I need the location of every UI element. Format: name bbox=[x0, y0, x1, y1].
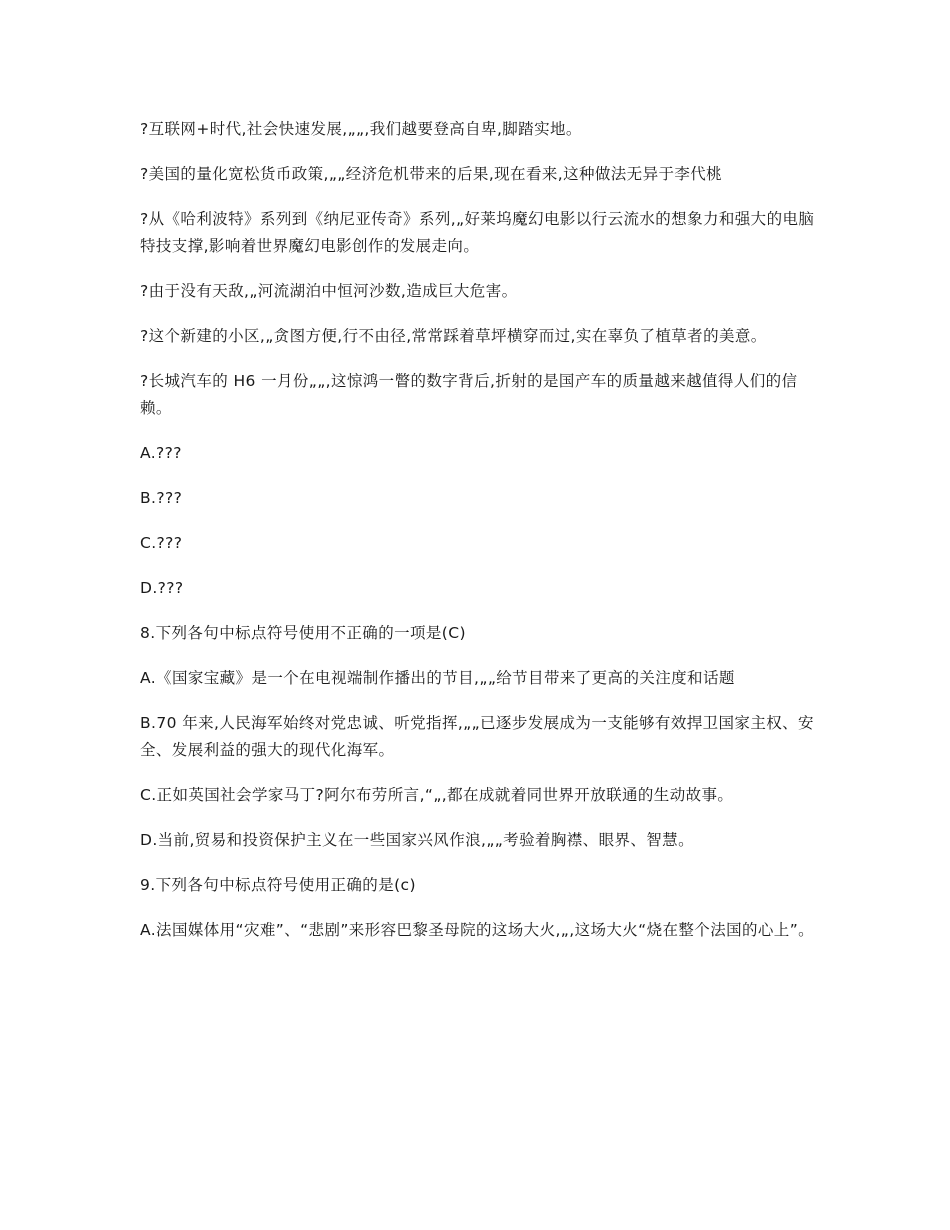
question-9-stem: 9.下列各句中标点符号使用正确的是(c) bbox=[140, 876, 416, 894]
sentence-item-2: ?美国的量化宽松货币政策,„„经济危机带来的后果,现在看来,这种做法无异于李代桃 bbox=[140, 165, 723, 183]
question-8-option-d: D.当前,贸易和投资保护主义在一些国家兴风作浪,„„考验着胸襟、眼界、智慧。 bbox=[140, 831, 694, 849]
sentence-item-3: ?从《哈利波特》系列到《纳尼亚传奇》系列,„好莱坞魔幻电影以行云流水的想象力和强大的电脑特技支撑,影响着世界魔幻电影创作的发展走向。 bbox=[140, 210, 815, 255]
option-b: B.??? bbox=[140, 489, 183, 507]
document-body bbox=[140, 116, 816, 962]
sentence-item-4: ?由于没有天敌,„河流湖泊中恒河沙数,造成巨大危害。 bbox=[140, 282, 518, 300]
question-8-stem: 8.下列各句中标点符号使用不正确的一项是(C) bbox=[140, 624, 466, 642]
question-9-option-a: A.法国媒体用“灾难”、“悲剧”来形容巴黎圣母院的这场大火,„,这场大火“烧在整个法国的心上”。 bbox=[140, 921, 815, 939]
option-c: C.??? bbox=[140, 534, 183, 552]
sentence-item-6: ?长城汽车的 H6 一月份„„,这惊鸿一瞥的数字背后,折射的是国产车的质量越来越值得人们的信赖。 bbox=[140, 372, 798, 417]
sentence-item-5: ?这个新建的小区,„贪图方便,行不由径,常常踩着草坪横穿而过,实在辜负了植草者的美意。 bbox=[140, 327, 767, 345]
option-d: D.??? bbox=[140, 579, 184, 597]
question-8-option-a: A.《国家宝藏》是一个在电视端制作播出的节目,„„给节目带来了更高的关注度和话题 bbox=[140, 669, 735, 687]
question-8-option-c: C.正如英国社会学家马丁?阿尔布劳所言,“„,都在成就着同世界开放联通的生动故事。 bbox=[140, 786, 734, 804]
sentence-item-1: ?互联网+时代,社会快速发展,„„,我们越要登高自卑,脚踏实地。 bbox=[140, 120, 582, 138]
option-a: A.??? bbox=[140, 444, 182, 462]
question-8-option-b: B.70 年来,人民海军始终对党忠诚、听党指挥,„„已逐步发展成为一支能够有效捍卫国家主权、安全、发展利益的强大的现代化海军。 bbox=[140, 714, 814, 759]
